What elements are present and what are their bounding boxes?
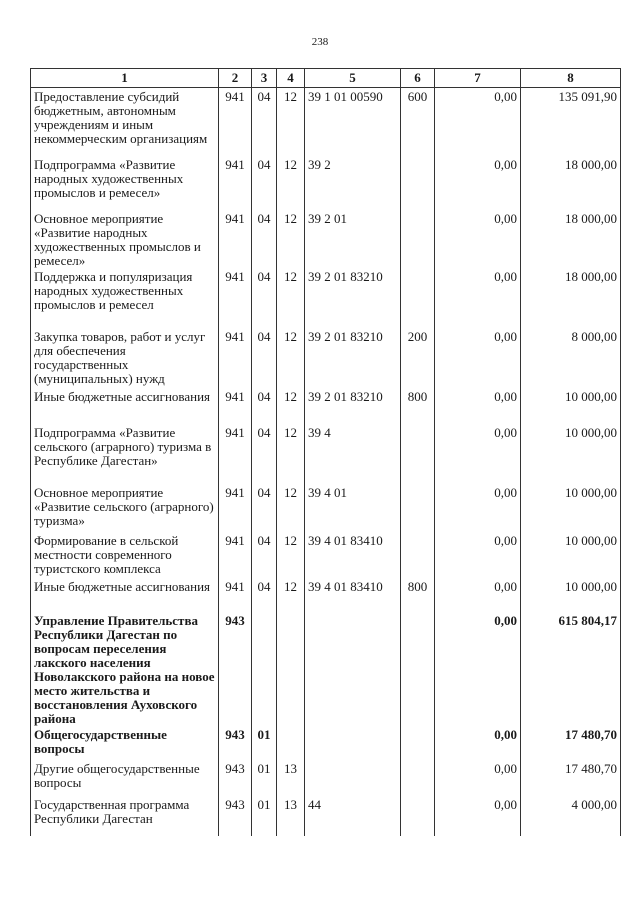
row-col-8: 17 480,70 (521, 760, 621, 796)
row-col-4: 13 (277, 796, 305, 836)
row-col-2: 941 (219, 328, 252, 388)
row-col-2: 943 (219, 612, 252, 726)
row-name: Подпрограмма «Развитие народных художественных промыслов и ремесел» (31, 156, 219, 210)
row-name: Иные бюджетные ассигнования (31, 578, 219, 612)
row-col-8: 10 000,00 (521, 578, 621, 612)
row-col-4: 12 (277, 268, 305, 328)
row-col-6 (401, 612, 435, 726)
header-cell: 7 (435, 69, 521, 88)
row-col-5: 39 2 01 83210 (305, 328, 401, 388)
row-col-4: 12 (277, 532, 305, 578)
row-col-6 (401, 726, 435, 760)
row-col-6 (401, 424, 435, 484)
row-col-6 (401, 210, 435, 268)
table-row (31, 578, 621, 612)
row-col-7: 0,00 (435, 268, 521, 328)
row-col-4: 12 (277, 388, 305, 424)
header-cell: 6 (401, 69, 435, 88)
row-col-2: 941 (219, 210, 252, 268)
row-col-6: 600 (401, 88, 435, 156)
row-name: Предоставление субсидий бюджетным, автономным учреждениям и иным некоммерческим организациям (31, 88, 219, 156)
table-row (31, 760, 621, 796)
row-col-7: 0,00 (435, 796, 521, 836)
row-col-7: 0,00 (435, 388, 521, 424)
header-cell: 4 (277, 69, 305, 88)
row-col-5: 39 4 01 (305, 484, 401, 532)
row-col-6 (401, 796, 435, 836)
row-col-5: 39 4 (305, 424, 401, 484)
row-col-8: 10 000,00 (521, 532, 621, 578)
row-col-7: 0,00 (435, 88, 521, 156)
table-row (31, 612, 621, 726)
row-col-3: 04 (252, 484, 277, 532)
row-col-2: 941 (219, 484, 252, 532)
row-col-3: 04 (252, 388, 277, 424)
row-col-5 (305, 726, 401, 760)
row-col-5 (305, 612, 401, 726)
table-row (31, 424, 621, 484)
row-col-3: 04 (252, 210, 277, 268)
row-col-4: 12 (277, 424, 305, 484)
table-body (31, 88, 621, 836)
row-name: Иные бюджетные ассигнования (31, 388, 219, 424)
row-name: Управление Правительства Республики Дагестан по вопросам переселения лакского населения Новолакского района на новое место жительства и восстановления Ауховского района (31, 612, 219, 726)
row-col-4: 12 (277, 210, 305, 268)
row-col-7: 0,00 (435, 612, 521, 726)
header-cell: 1 (31, 69, 219, 88)
row-col-7: 0,00 (435, 532, 521, 578)
row-col-6 (401, 532, 435, 578)
table-row (31, 88, 621, 156)
table-row (31, 484, 621, 532)
row-col-5: 39 4 01 83410 (305, 578, 401, 612)
row-col-4 (277, 726, 305, 760)
header-row (31, 69, 621, 88)
table-row (31, 726, 621, 760)
row-col-4: 12 (277, 578, 305, 612)
row-col-2: 941 (219, 424, 252, 484)
row-col-8: 18 000,00 (521, 156, 621, 210)
row-col-5: 39 2 01 (305, 210, 401, 268)
table-row (31, 328, 621, 388)
row-col-2: 941 (219, 388, 252, 424)
row-col-8: 10 000,00 (521, 484, 621, 532)
row-name: Основное мероприятие «Развитие сельского (аграрного) туризма» (31, 484, 219, 532)
row-col-2: 941 (219, 532, 252, 578)
row-name: Подпрограмма «Развитие сельского (аграрного) туризма в Республике Дагестан» (31, 424, 219, 484)
row-col-2: 941 (219, 268, 252, 328)
row-col-5: 39 1 01 00590 (305, 88, 401, 156)
row-col-3: 01 (252, 760, 277, 796)
row-col-8: 135 091,90 (521, 88, 621, 156)
row-col-7: 0,00 (435, 210, 521, 268)
row-col-5: 44 (305, 796, 401, 836)
table-row (31, 796, 621, 836)
row-name: Основное мероприятие «Развитие народных художественных промыслов и ремесел» (31, 210, 219, 268)
row-col-3: 04 (252, 268, 277, 328)
header-cell: 2 (219, 69, 252, 88)
row-col-2: 941 (219, 578, 252, 612)
row-col-3: 04 (252, 156, 277, 210)
row-col-6 (401, 268, 435, 328)
row-col-3: 01 (252, 726, 277, 760)
row-col-6 (401, 760, 435, 796)
row-name: Государственная программа Республики Дагестан (31, 796, 219, 836)
row-col-8: 4 000,00 (521, 796, 621, 836)
row-col-4: 12 (277, 88, 305, 156)
row-col-5 (305, 760, 401, 796)
row-col-7: 0,00 (435, 424, 521, 484)
row-col-4: 12 (277, 328, 305, 388)
row-col-7: 0,00 (435, 156, 521, 210)
table-row (31, 268, 621, 328)
row-col-8: 8 000,00 (521, 328, 621, 388)
row-col-7: 0,00 (435, 578, 521, 612)
row-col-7: 0,00 (435, 328, 521, 388)
row-col-6 (401, 484, 435, 532)
row-col-8: 10 000,00 (521, 424, 621, 484)
row-col-8: 17 480,70 (521, 726, 621, 760)
row-name: Формирование в сельской местности современного туристского комплекса (31, 532, 219, 578)
row-col-5: 39 2 01 83210 (305, 388, 401, 424)
row-col-3: 04 (252, 328, 277, 388)
row-col-8: 615 804,17 (521, 612, 621, 726)
row-col-6: 200 (401, 328, 435, 388)
row-col-2: 941 (219, 88, 252, 156)
header-cell: 8 (521, 69, 621, 88)
row-col-2: 941 (219, 156, 252, 210)
row-col-7: 0,00 (435, 484, 521, 532)
table-row (31, 388, 621, 424)
budget-table (30, 68, 621, 836)
row-name: Общегосударственные вопросы (31, 726, 219, 760)
row-name: Закупка товаров, работ и услуг для обеспечения государственных (муниципальных) нужд (31, 328, 219, 388)
page-number: 238 (311, 36, 329, 48)
table-row (31, 156, 621, 210)
row-col-4: 12 (277, 156, 305, 210)
row-col-3: 04 (252, 88, 277, 156)
row-col-2: 943 (219, 726, 252, 760)
row-col-3: 01 (252, 796, 277, 836)
row-name: Поддержка и популяризация народных художественных промыслов и ремесел (31, 268, 219, 328)
row-col-3: 04 (252, 532, 277, 578)
row-col-8: 18 000,00 (521, 268, 621, 328)
row-col-7: 0,00 (435, 726, 521, 760)
row-col-4: 13 (277, 760, 305, 796)
row-col-2: 943 (219, 796, 252, 836)
row-col-3: 04 (252, 424, 277, 484)
row-col-4: 12 (277, 484, 305, 532)
row-col-3: 04 (252, 578, 277, 612)
row-col-2: 943 (219, 760, 252, 796)
row-name: Другие общегосударственные вопросы (31, 760, 219, 796)
row-col-6: 800 (401, 388, 435, 424)
row-col-8: 18 000,00 (521, 210, 621, 268)
table-row (31, 532, 621, 578)
row-col-5: 39 2 01 83210 (305, 268, 401, 328)
row-col-5: 39 2 (305, 156, 401, 210)
header-cell: 5 (305, 69, 401, 88)
row-col-8: 10 000,00 (521, 388, 621, 424)
row-col-6 (401, 156, 435, 210)
header-cell: 3 (252, 69, 277, 88)
row-col-6: 800 (401, 578, 435, 612)
row-col-4 (277, 612, 305, 726)
row-col-7: 0,00 (435, 760, 521, 796)
row-col-3 (252, 612, 277, 726)
table-row (31, 210, 621, 268)
row-col-5: 39 4 01 83410 (305, 532, 401, 578)
